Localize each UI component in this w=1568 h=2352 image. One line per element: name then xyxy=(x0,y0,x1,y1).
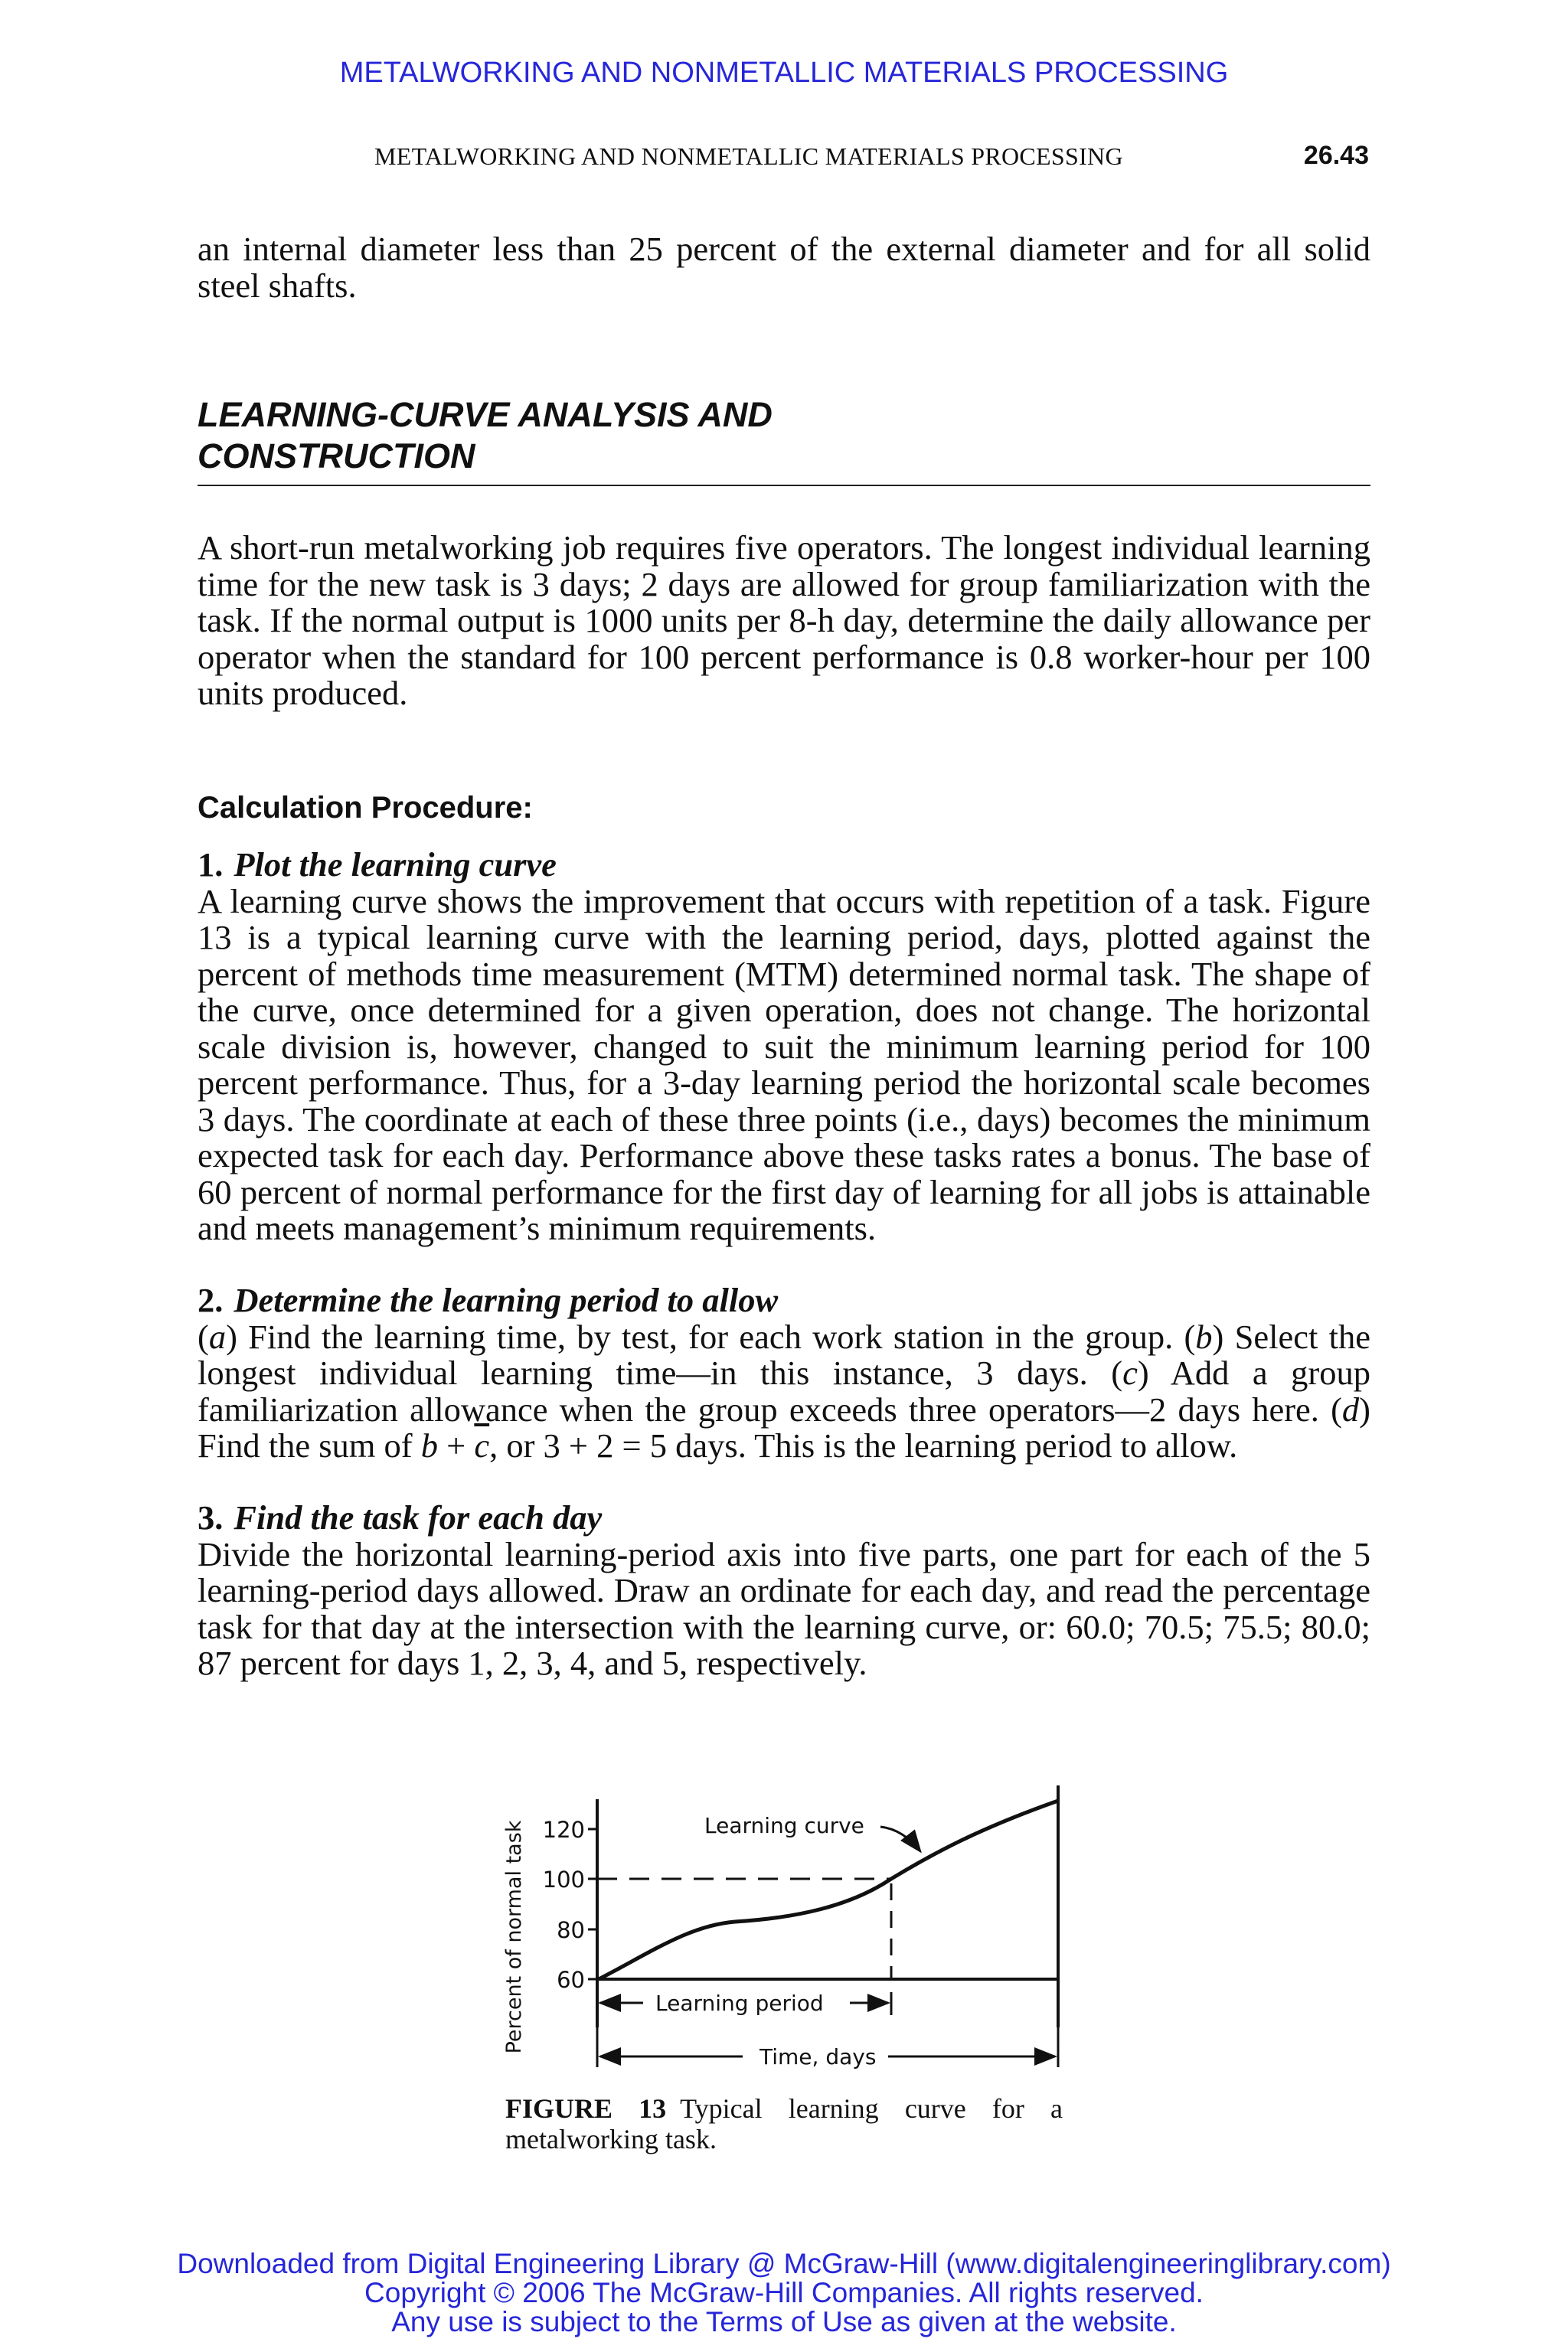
footer-line-3: Any use is subject to the Terms of Use as given at the website. xyxy=(391,2306,1177,2337)
step-3-title: Find the task for each day xyxy=(234,1498,603,1537)
page-number: 26.43 xyxy=(1303,141,1369,170)
y-axis-label: Percent of normal task xyxy=(502,1820,526,2054)
step-3-body: Divide the horizontal learning-period axis into five parts, one part for each of the 5 learning-period days allowed. Draw an ordinate for each day, and read the percentage task for that day at the intersection with the learning curve, or: 60.0; 70.5; 75.5; 80.0; 87 percent for days 1, 2, 3, 4, and 5, respectively. xyxy=(198,1534,1370,1682)
footer-line-1[interactable]: Downloaded from Digital Engineering Library @ McGraw-Hill (www.digitalengineeringlibrary.com) xyxy=(177,2248,1391,2279)
period-label: Learning period xyxy=(655,1991,824,2016)
step-1-title: Plot the learning curve xyxy=(234,845,557,884)
figure-caption-label: FIGURE 13 xyxy=(505,2093,667,2124)
sum-plus: + xyxy=(437,1426,475,1465)
figure-caption xyxy=(505,2093,1063,2154)
intro-text: an internal diameter less than 25 percent of the external diameter and for all solid steel shafts. xyxy=(198,230,1370,305)
step-1-body: A learning curve shows the improvement that occurs with repetition of a task. Figure 13 is a typical learning curve with the learning period, days, plotted against the percent of methods time measurement (MTM) determined normal task. The shape of the curve, once determined for a given operation, does not change. The horizontal scale division is, however, changed to suit the minimum learning period for 100 percent performance. Thus, for a 3-day learning period the horizontal scale becomes 3 days. The coordinate at each of these three points (i.e., days) becomes the minimum expected task for each day. Performance above these tasks rates a bonus. The base of 60 percent of normal performance for the first day of learning for all jobs is attainable and meets management’s minimum requirements. xyxy=(198,881,1370,1247)
sum-rest: , or 3 + 2 = 5 days. This is the learning period to allow. xyxy=(489,1426,1238,1465)
part-a-label: a xyxy=(208,1317,227,1356)
step-1-number: 1. xyxy=(198,845,224,884)
time-label: Time, days xyxy=(760,2044,877,2069)
section-title xyxy=(198,394,773,477)
part-b-text: ) Select the longest individual learning time—in this instance, 3 days. ( xyxy=(198,1317,1370,1392)
part-d-text: ) Find the sum of xyxy=(198,1390,1370,1465)
learning-curve-figure xyxy=(490,1769,1087,2090)
running-head-title: METALWORKING AND NONMETALLIC MATERIALS PROCESSING xyxy=(374,142,1123,170)
intro-paragraph xyxy=(198,231,1370,304)
section-rule xyxy=(198,485,1370,486)
step-2 xyxy=(198,1282,1370,1465)
step-2-body: (a) Find the learning time, by test, for each work station in the group. (b) Select the longest individual learning time—in this instance, 3 days. (c) Add a group familiarization allowance when the group exceeds three operators—2 days here. (d) Find the sum of $b + \overline{c}$, or 3 + 2 = 5 days. This is the learning period to allow. xyxy=(198,1317,1370,1465)
problem-text: A short-run metalworking job requires five operators. The longest individual learning time for the new task is 3 days; 2 days are allowed for group familiarization with the task. If the normal output is 1000 units per 8-h day, determine the daily allowance per operator when the standard for 100 percent performance is 0.8 worker-hour per 100 units produced. xyxy=(198,528,1370,712)
part-a-text: Find the learning time, by test, for each work station in the group. ( xyxy=(237,1317,1196,1356)
step-1 xyxy=(198,847,1370,1247)
curve-label: Learning curve xyxy=(704,1813,864,1838)
step-3 xyxy=(198,1500,1370,1682)
ytick-80: 80 xyxy=(557,1917,585,1943)
part-c-label: c xyxy=(1122,1354,1138,1392)
section-title-line2: CONSTRUCTION xyxy=(198,436,475,475)
ytick-60: 60 xyxy=(557,1967,585,1993)
part-b-label: b xyxy=(1195,1317,1213,1356)
step-2-title: Determine the learning period to allow xyxy=(234,1281,779,1319)
step-1-heading xyxy=(198,847,1370,884)
footer-line-2: Copyright © 2006 The McGraw-Hill Companies. All rights reserved. xyxy=(364,2277,1204,2308)
step-2-heading xyxy=(198,1282,1370,1319)
sum-b: b xyxy=(420,1426,438,1465)
sum-c: $\overline{c}$ xyxy=(474,1426,490,1465)
top-banner: METALWORKING AND NONMETALLIC MATERIALS PROCESSING xyxy=(339,57,1229,89)
section-title-line1: LEARNING-CURVE ANALYSIS AND xyxy=(198,395,773,434)
step-3-number: 3. xyxy=(198,1498,224,1537)
step-3-heading xyxy=(198,1500,1370,1537)
problem-statement xyxy=(198,530,1370,712)
figure-caption-text: Typical learning curve for a metalworking task. xyxy=(505,2093,1063,2154)
ytick-100: 100 xyxy=(542,1867,585,1893)
step-2-number: 2. xyxy=(198,1281,224,1319)
curve-leader xyxy=(880,1827,920,1851)
ytick-120: 120 xyxy=(542,1817,585,1843)
procedure-heading: Calculation Procedure: xyxy=(198,791,533,825)
part-c-text: ) Add a group familiarization allowance when the group exceeds three operators—2 days here. ( xyxy=(198,1354,1370,1429)
part-d-label: d xyxy=(1341,1390,1360,1429)
